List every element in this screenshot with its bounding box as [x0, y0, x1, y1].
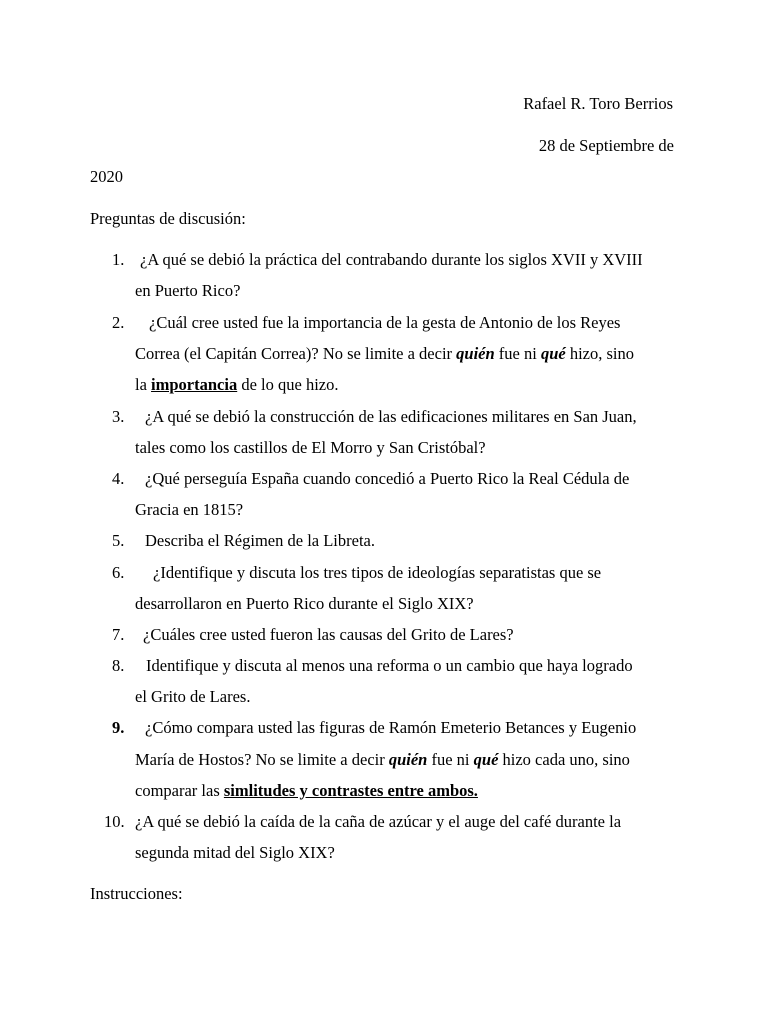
- instructions-title: Instrucciones:: [90, 884, 183, 903]
- author-name: Rafael R. Toro Berrios: [523, 94, 673, 113]
- item-number: 1.: [112, 250, 125, 269]
- item-number: 3.: [112, 407, 125, 426]
- item-line: ¿A qué se debió la caída de la caña de azúcar y el auge del café durante la: [135, 812, 622, 831]
- item-line: [135, 344, 634, 364]
- emphasis-text: quién: [456, 344, 495, 363]
- item-line: Gracia en 1815?: [135, 500, 244, 519]
- item-text: fue ni: [494, 344, 541, 363]
- item-text: fue ni: [427, 750, 474, 769]
- item-line: desarrollaron en Puerto Rico durante el Siglo XIX?: [135, 594, 474, 613]
- item-line: ¿Identifique y discuta los tres tipos de ideologías separatistas que se: [153, 563, 602, 582]
- item-text: María de Hostos? No se limite a decir: [135, 750, 389, 769]
- item-line: en Puerto Rico?: [135, 281, 241, 300]
- item-number: 10.: [104, 812, 125, 831]
- section-title: Preguntas de discusión:: [90, 209, 246, 228]
- item-number: 6.: [112, 563, 125, 582]
- date-year: 2020: [90, 167, 123, 186]
- item-line: ¿A qué se debió la construcción de las edificaciones militares en San Juan,: [145, 407, 637, 426]
- date-line: 28 de Septiembre de: [538, 136, 674, 155]
- emphasis-text: quién: [388, 750, 428, 769]
- item-text: Correa (el Capitán Correa)? No se limite a decir: [135, 344, 457, 363]
- item-number: 5.: [112, 531, 125, 550]
- item-text: hizo, sino: [565, 344, 634, 363]
- item-text: comparar las: [135, 781, 224, 800]
- item-line: Describa el Régimen de la Libreta.: [145, 531, 375, 550]
- item-line: tales como los castillos de El Morro y San Cristóbal?: [135, 438, 486, 457]
- item-text: de lo que hizo.: [237, 375, 339, 394]
- item-line: el Grito de Lares.: [135, 687, 251, 706]
- item-line: segunda mitad del Siglo XIX?: [135, 843, 335, 862]
- item-line: ¿Cómo compara usted las figuras de Ramón Emeterio Betances y Eugenio: [145, 718, 637, 737]
- item-number: 4.: [112, 469, 125, 488]
- emphasis-text: qué: [473, 750, 499, 769]
- emphasis-text: qué: [540, 344, 566, 363]
- item-text: la: [135, 375, 152, 394]
- item-line: [135, 781, 478, 801]
- underlined-text: importancia: [151, 375, 238, 394]
- item-line: Identifique y discuta al menos una reforma o un cambio que haya logrado: [146, 656, 633, 675]
- item-number: 8.: [112, 656, 125, 675]
- item-text: hizo cada uno, sino: [498, 750, 630, 769]
- item-number: 9.: [112, 718, 125, 737]
- underlined-text: simlitudes y contrastes entre ambos.: [223, 781, 478, 800]
- item-line: ¿Qué perseguía España cuando concedió a Puerto Rico la Real Cédula de: [145, 469, 630, 488]
- item-line: ¿Cuál cree usted fue la importancia de la gesta de Antonio de los Reyes: [149, 313, 621, 332]
- item-number: 2.: [112, 313, 125, 332]
- item-line: ¿Cuáles cree usted fueron las causas del Grito de Lares?: [143, 625, 514, 644]
- item-line: ¿A qué se debió la práctica del contrabando durante los siglos XVII y XVIII: [140, 250, 643, 269]
- item-line: [135, 375, 338, 395]
- item-number: 7.: [112, 625, 125, 644]
- item-line: [135, 750, 630, 770]
